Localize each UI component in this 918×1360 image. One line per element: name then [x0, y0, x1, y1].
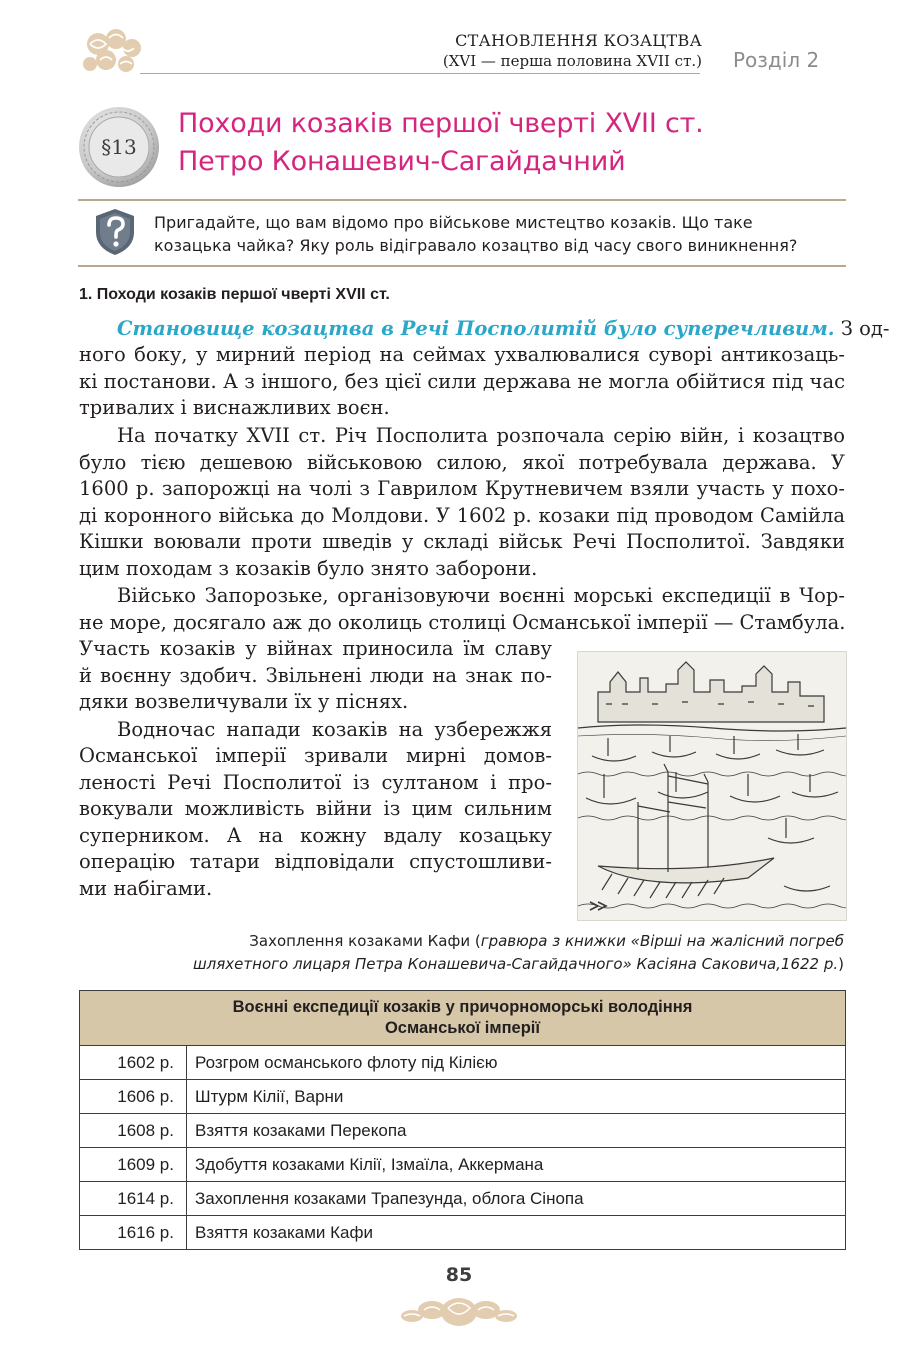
text-line: На початку XVII ст. Річ Посполита розпочала серію війн, і козацтво [117, 424, 845, 447]
engraving-image [577, 651, 847, 921]
table-row [80, 1148, 846, 1182]
caption-suffix: ) [838, 955, 844, 973]
year-cell: 1608 р. [80, 1114, 187, 1148]
table-header [80, 991, 846, 1046]
text-line: не море, досягало аж до околиць столиці Османської імперії — Стамбула. [79, 611, 846, 634]
year-cell: 1614 р. [80, 1182, 187, 1216]
table-row [80, 1216, 846, 1250]
text-line: Військо Запорозьке, організовуючи воєнні морські експедиції в Чор- [117, 584, 845, 607]
text-line: леності Речі Посполитої із султаном і про- [79, 771, 552, 794]
figure-caption-line-1 [249, 932, 844, 950]
event-cell: Штурм Кілії, Варни [187, 1080, 846, 1114]
year-cell: 1606 р. [80, 1080, 187, 1114]
figure-caption-line-2 [193, 955, 844, 973]
text-line: було тією дешевою військовою силою, якої потребувала держава. У [79, 451, 845, 474]
year-cell: 1609 р. [80, 1148, 187, 1182]
table-row [80, 1182, 846, 1216]
text-line: дяки возвеличували їх у піснях. [79, 690, 409, 713]
header-subtitle: (XVI — перша половина XVII ст.) [442, 52, 702, 70]
text-line: вокували можливість війни із цим сильним [79, 797, 552, 820]
paragraph-title-line-1: Походи козаків першої чверті XVII ст. [178, 108, 704, 139]
table-header-row [80, 991, 846, 1046]
section-subheading: 1. Походи козаків першої чверті XVII ст. [79, 286, 390, 303]
table-row [80, 1080, 846, 1114]
year-cell: 1616 р. [80, 1216, 187, 1250]
text-line [117, 316, 890, 343]
header-rule [140, 73, 700, 74]
text-line: ного боку, у мирний період на сеймах ухвалювалися суворі антикозаць- [79, 343, 845, 366]
text-line: тривалих і виснажливих воєн. [79, 396, 390, 419]
caption-prefix: Захоплення козаками Кафи ( [249, 932, 481, 950]
text-line: ми набігами. [79, 877, 213, 900]
question-shield-icon [94, 208, 136, 256]
text-line: 1600 р. запорожці на чолі з Гаврилом Крутневичем взяли участь у похо- [79, 477, 845, 500]
paragraph-number: §13 [101, 135, 137, 159]
text-line: Кішки воювали проти шведів у складі військ Речі Посполитої. Завдяки [79, 530, 845, 553]
caption-source: гравюра з книжки «Вірші на жалісний погреб [480, 932, 844, 950]
question-rule [78, 265, 846, 267]
text-line: кі постанови. А з іншого, без цієї сили держава не могла обійтися під час [79, 370, 845, 393]
event-cell: Розгром османського флоту під Кілією [187, 1046, 846, 1080]
table-header-line-1: Воєнні експедиції козаків у причорноморські володіння [232, 998, 693, 1016]
paragraph-title-line-2: Петро Конашевич-Сагайдачний [178, 146, 626, 177]
table-row [80, 1046, 846, 1080]
event-cell: Захоплення козаками Трапезунда, облога Сінопа [187, 1182, 846, 1216]
header-title: СТАНОВЛЕННЯ КОЗАЦТВА [455, 31, 702, 50]
question-line-1: Пригадайте, що вам відомо про військове мистецтво козаків. Що таке [154, 213, 753, 232]
event-cell: Взяття козаками Кафи [187, 1216, 846, 1250]
text-line: й воєнну здобич. Звільнені люди на знак по- [79, 664, 552, 687]
text-line-part: З од- [834, 317, 890, 340]
event-cell: Здобуття козаками Кілії, Ізмаїла, Аккермана [187, 1148, 846, 1182]
text-line: Участь козаків у війнах приносила їм славу [79, 637, 552, 660]
emphasis-phrase: Становище козацтва в Речі Посполитій було суперечливим. [117, 317, 835, 340]
text-line: суперником. А на кожну вдалу козацьку [79, 824, 552, 847]
text-line: ді коронного війська до Молдови. У 1602 р. козаки під проводом Самійла [79, 504, 845, 527]
title-rule [78, 199, 846, 201]
text-line: цим походам з козаків було знято заборони. [79, 557, 538, 580]
year-cell: 1602 р. [80, 1046, 187, 1080]
section-label: Розділ 2 [733, 48, 820, 72]
footer-ornament-icon [398, 1286, 520, 1334]
event-cell: Взяття козаками Перекопа [187, 1114, 846, 1148]
table-header-line-2: Османської імперії [384, 1019, 541, 1037]
caption-source: шляхетного лицаря Петра Конашевича-Сагайдачного» Касіяна Саковича,1622 р. [192, 955, 839, 973]
floral-ornament-icon [76, 24, 154, 80]
table-row [80, 1114, 846, 1148]
expeditions-table [79, 990, 846, 1250]
text-line: Османської імперії зривали мирні домов- [79, 744, 552, 767]
text-line: операцію татари відповідали спустошливи- [79, 850, 552, 873]
page-number: 85 [445, 1264, 473, 1286]
question-line-2: козацька чайка? Яку роль відігравало козацтво від часу свого виникнення? [154, 236, 798, 255]
text-line: Водночас напади козаків на узбережжя [117, 718, 552, 741]
